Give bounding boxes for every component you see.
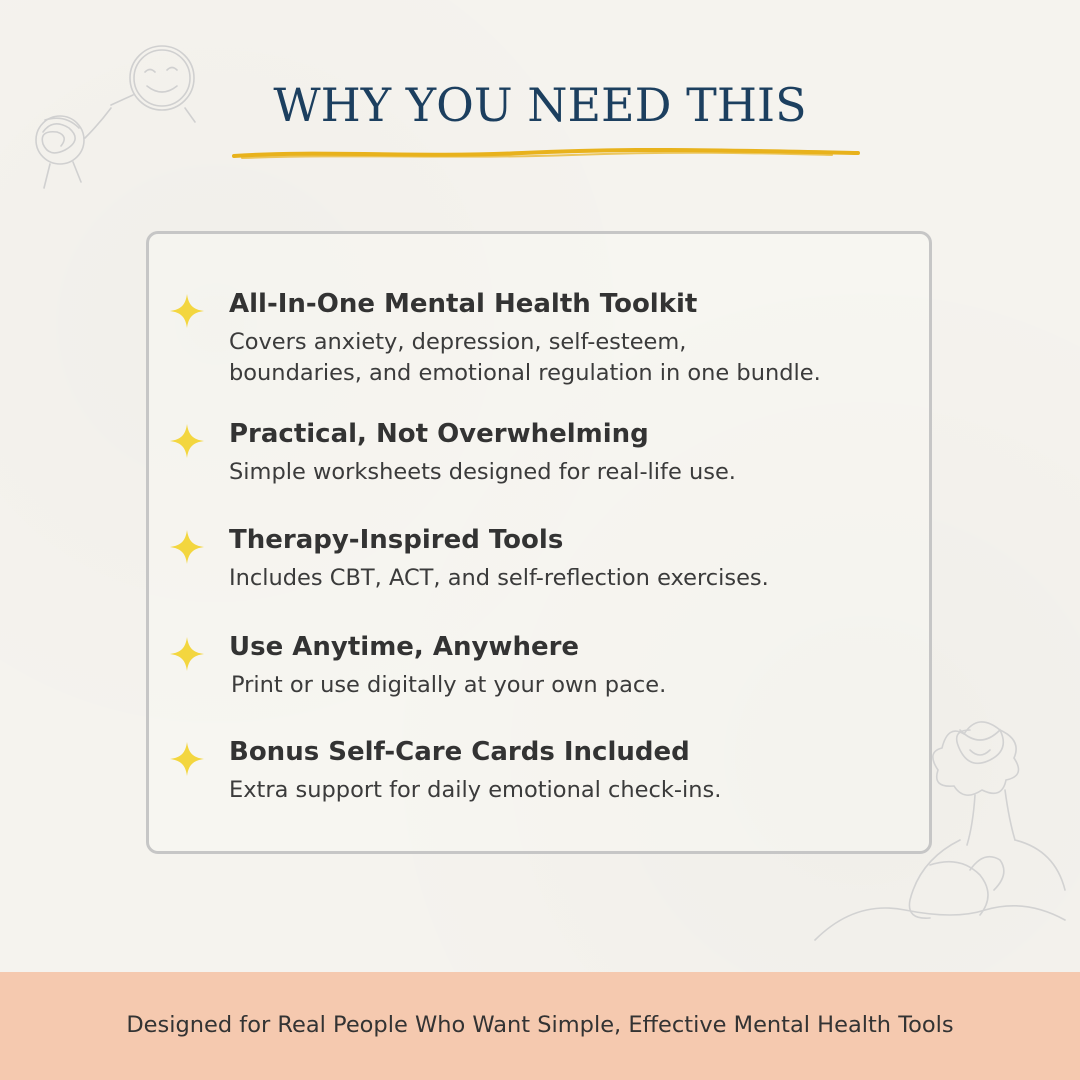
sparkle-icon — [169, 636, 205, 672]
benefit-title: Bonus Self-Care Cards Included — [229, 737, 690, 767]
benefits-card — [146, 231, 932, 854]
benefit-description: Simple worksheets designed for real-life use. — [229, 459, 736, 485]
benefit-description: Print or use digitally at your own pace. — [231, 672, 667, 698]
benefit-description: Extra support for daily emotional check-ins. — [229, 777, 722, 803]
benefit-title: Practical, Not Overwhelming — [229, 419, 649, 449]
page-title: WHY YOU NEED THIS — [273, 78, 807, 132]
sparkle-icon — [169, 293, 205, 329]
sparkle-icon — [169, 529, 205, 565]
benefit-description: Includes CBT, ACT, and self-reflection exercises. — [229, 565, 769, 591]
benefit-title: Therapy-Inspired Tools — [229, 525, 564, 555]
benefit-title: All-In-One Mental Health Toolkit — [229, 289, 698, 319]
footer-tagline: Designed for Real People Who Want Simple, Effective Mental Health Tools — [126, 1012, 954, 1038]
benefit-description: Covers anxiety, depression, self-esteem, boundaries, and emotional regulation in one bundle. — [229, 329, 821, 386]
title-underline — [232, 144, 860, 168]
footer-band — [0, 972, 1080, 1080]
benefit-title: Use Anytime, Anywhere — [229, 632, 580, 662]
sparkle-icon — [169, 741, 205, 777]
sparkle-icon — [169, 423, 205, 459]
